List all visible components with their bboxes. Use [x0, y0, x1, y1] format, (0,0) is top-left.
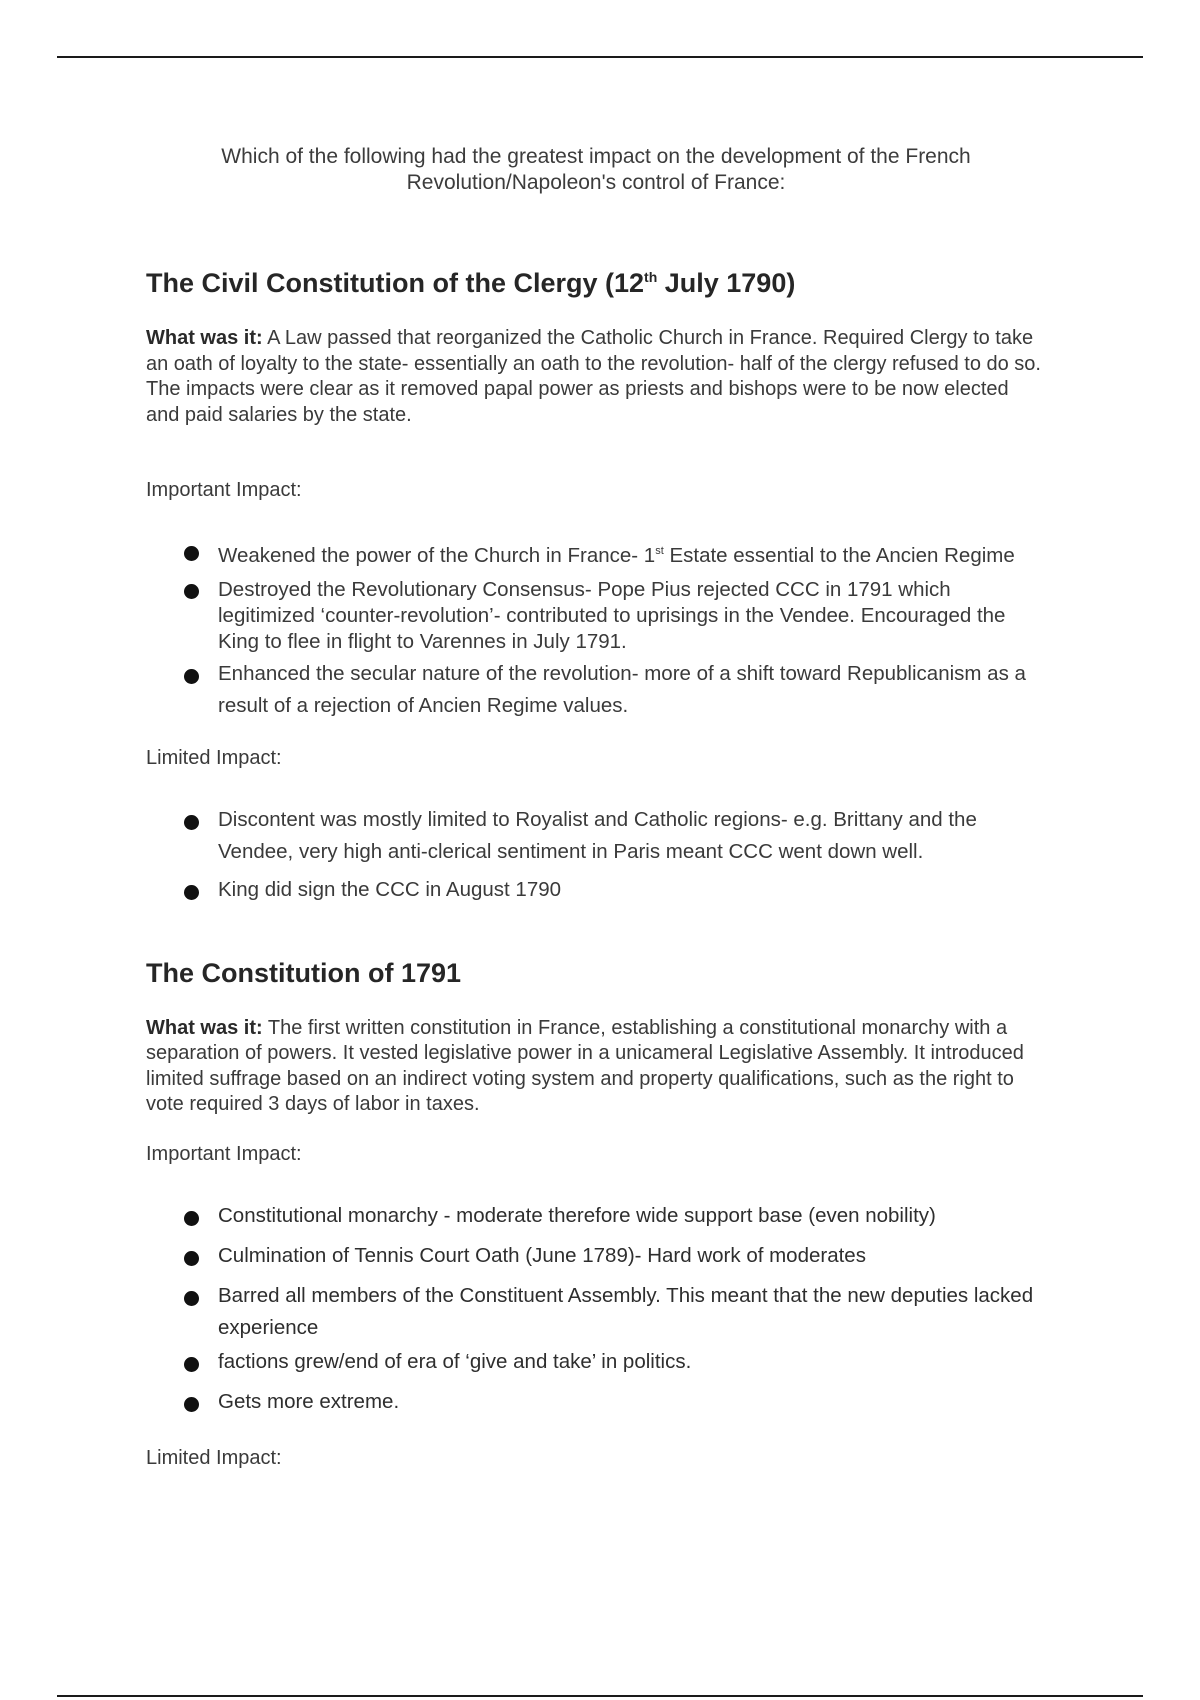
section2-limited-label: Limited Impact:	[146, 1446, 282, 1469]
top-rule	[57, 56, 1143, 58]
section1-limited-label: Limited Impact:	[146, 746, 282, 769]
bullet-icon	[184, 1251, 199, 1266]
list-item: Gets more extreme.	[146, 1386, 1046, 1418]
section1-what-label: What was it:	[146, 327, 263, 349]
list-item: Destroyed the Revolutionary Consensus- Pope Pius rejected CCC in 1791 which legitimized ‘counter-revolution’- contributed to uprisings in the Vendee. Encouraged the King to flee in flight to Varennes in July 1791.	[146, 577, 1046, 655]
question-line-2: Revolution/Napoleon's control of France:	[406, 171, 786, 194]
question-line-1: Which of the following had the greatest impact on the development of the French	[221, 145, 971, 168]
section2-important-list	[146, 1200, 1046, 1418]
bullet-icon	[184, 584, 199, 599]
bullet-icon	[184, 815, 199, 830]
list-item: Discontent was mostly limited to Royalist and Catholic regions- e.g. Brittany and the Vendee, very high anti-clerical sentiment in Paris meant CCC went down well.	[146, 804, 1046, 868]
list-item: Constitutional monarchy - moderate therefore wide support base (even nobility)	[146, 1200, 1046, 1232]
list-item: Enhanced the secular nature of the revolution- more of a shift toward Republicanism as a result of a rejection of Ancien Regime values.	[146, 658, 1046, 722]
section1-heading: The Civil Constitution of the Clergy (12th July 1790)	[146, 268, 796, 298]
bullet-icon	[184, 1357, 199, 1372]
list-item: factions grew/end of era of ‘give and take’ in politics.	[146, 1346, 1046, 1378]
bullet-icon	[184, 1291, 199, 1306]
bullet-icon	[184, 1211, 199, 1226]
bullet-icon	[184, 885, 199, 900]
document-body	[146, 144, 1046, 1471]
bottom-rule	[57, 1695, 1143, 1697]
section2-important-label: Important Impact:	[146, 1142, 302, 1165]
list-item: King did sign the CCC in August 1790	[146, 874, 1046, 906]
section1-important-list	[146, 535, 1046, 722]
question-text	[146, 144, 1046, 196]
section2-heading: The Constitution of 1791	[146, 957, 462, 988]
section1-description	[146, 326, 1046, 428]
section1-important-label: Important Impact:	[146, 479, 302, 501]
section1-limited-list	[146, 804, 1046, 906]
bullet-icon	[184, 1397, 199, 1412]
bullet-icon	[184, 546, 199, 561]
section2-description	[146, 1016, 1046, 1118]
section1-what-text: A Law passed that reorganized the Catholic Church in France. Required Clergy to take an oath of loyalty to the state- essentially an oath to the revolution- half of the clergy refused to do so. The impacts were clear as it removed papal power as priests and bishops were to be now elected and paid salaries by the state.	[146, 327, 1041, 426]
section2-what-text: The first written constitution in France, establishing a constitutional monarchy with a separation of powers. It vested legislative power in a unicameral Legislative Assembly. It introduced limited suffrage based on an indirect voting system and property qualifications, such as the right to vote required 3 days of labor in taxes.	[146, 1016, 1024, 1116]
list-item: Culmination of Tennis Court Oath (June 1789)- Hard work of moderates	[146, 1240, 1046, 1272]
list-item: Weakened the power of the Church in France- 1st Estate essential to the Ancien Regime	[146, 535, 1046, 572]
section2-what-label: What was it:	[146, 1016, 263, 1039]
bullet-icon	[184, 669, 199, 684]
list-item: Barred all members of the Constituent Assembly. This meant that the new deputies lacked experience	[146, 1280, 1046, 1344]
